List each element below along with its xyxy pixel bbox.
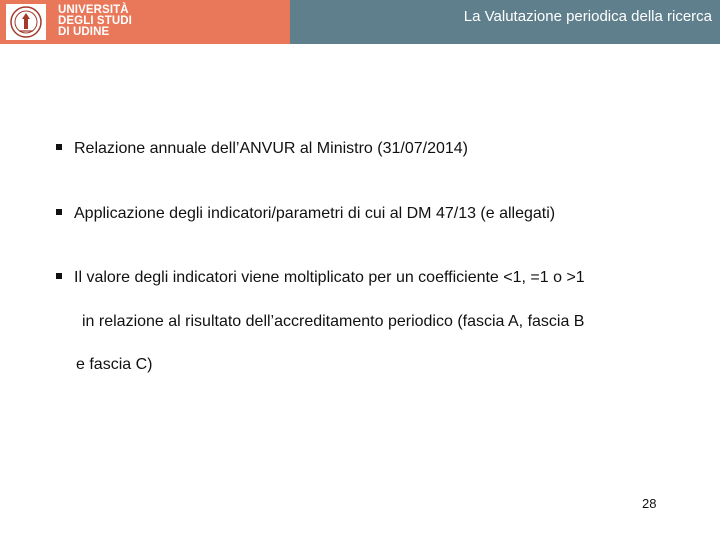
slide-title: La Valutazione periodica della ricerca [463,8,712,25]
bullet-continuation-line: in relazione al risultato dell’accreditamento periodico (fascia A, fascia B [82,313,585,330]
bullet-text: Relazione annuale dell’ANVUR al Ministro (31/07/2014) [74,140,468,157]
bullet-item [56,205,555,223]
page-number: 28 [642,496,657,511]
title-bar [290,0,720,44]
bullet-text: Il valore degli indicatori viene moltiplicato per un coefficiente <1, =1 o >1 [74,269,585,286]
university-seal-icon [6,4,46,40]
bullet-text: Applicazione degli indicatori/parametri di cui al DM 47/13 (e allegati) [74,205,556,222]
slide-header [0,0,720,44]
university-logo-text: UNIVERSITÀ DEGLI STUDI DI UDINE [58,4,132,38]
university-logo [0,0,290,44]
bullet-square-icon [56,273,62,279]
bullet-square-icon [56,144,62,150]
bullet-continuation-line: e fascia C) [76,356,153,373]
bullet-item [56,269,585,287]
bullet-square-icon [56,209,62,215]
bullet-item [56,140,468,158]
